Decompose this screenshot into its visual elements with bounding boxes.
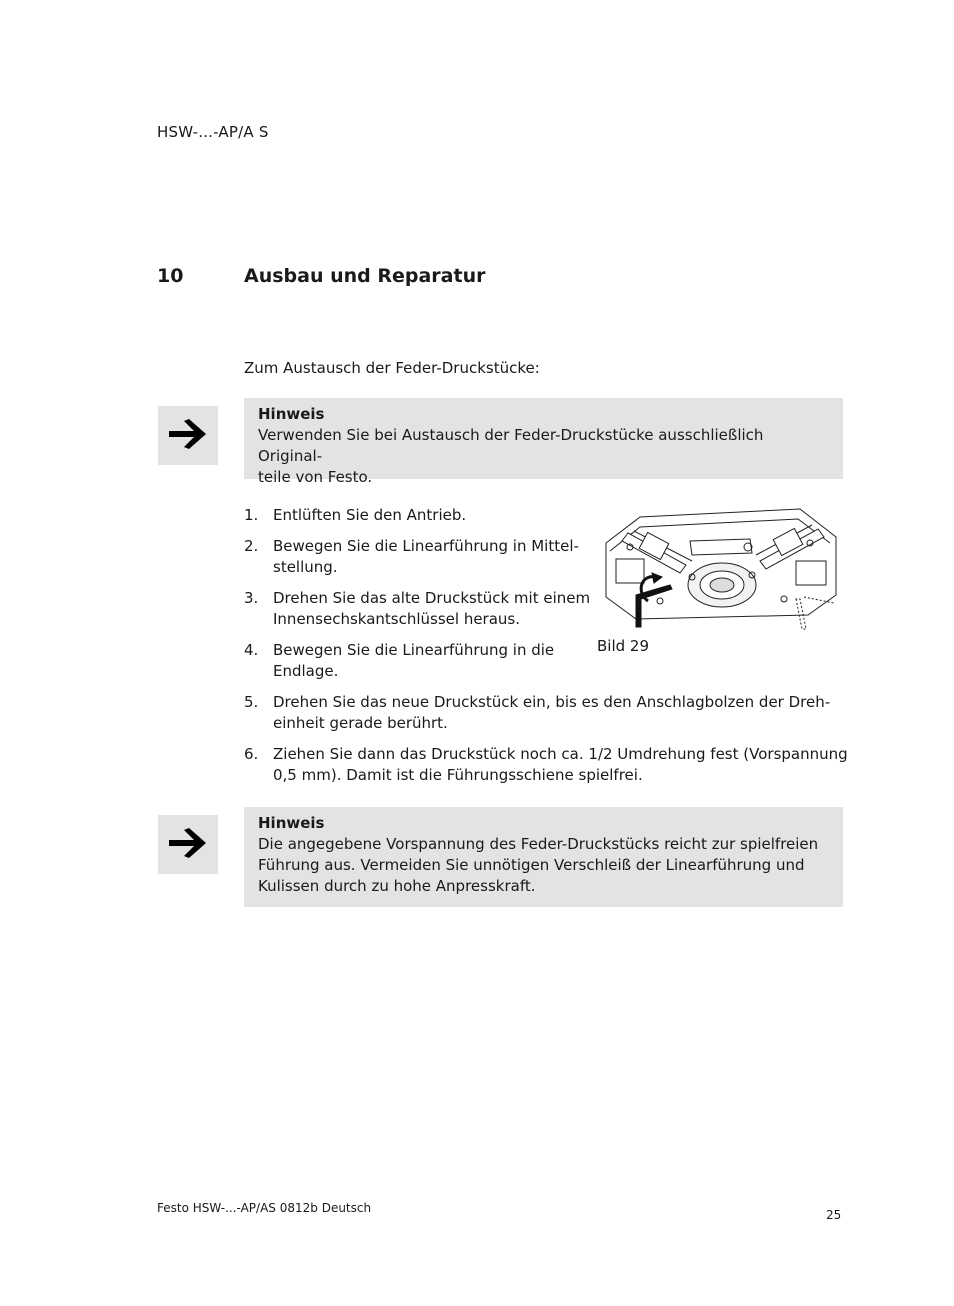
document-code: HSW-...-AP/A S	[157, 123, 269, 141]
step-number: 4.	[244, 641, 259, 659]
step-text: Innensechskantschlüssel heraus.	[273, 610, 521, 628]
step-text: Drehen Sie das neue Druckstück ein, bis es den Anschlagbolzen der Dreh-	[273, 693, 831, 711]
step-text: Ziehen Sie dann das Druckstück noch ca. 1/2 Umdrehung fest (Vorspannung	[273, 745, 848, 763]
list-item	[244, 640, 848, 682]
step-number: 3.	[244, 589, 259, 607]
section-number: 10	[157, 265, 184, 287]
note-title: Hinweis	[258, 405, 325, 423]
step-text: stellung.	[273, 558, 338, 576]
note-line: teile von Festo.	[258, 468, 373, 486]
note-box	[244, 807, 843, 907]
intro-text: Zum Austausch der Feder-Druckstücke:	[244, 359, 540, 377]
note-line: Kulissen durch zu hohe Anpresskraft.	[258, 877, 536, 895]
step-text: 0,5 mm). Damit ist die Führungsschiene spielfrei.	[273, 766, 643, 784]
list-item	[244, 692, 848, 734]
page-number: 25	[826, 1208, 842, 1222]
note-title: Hinweis	[258, 814, 325, 832]
list-item	[244, 744, 848, 786]
right-arrow-icon	[166, 826, 210, 864]
note-line: Führung aus. Vermeiden Sie unnötigen Verschleiß der Linearführung und	[258, 856, 805, 874]
figure-caption: Bild 29	[597, 637, 650, 655]
note-marker	[158, 406, 218, 465]
note-line: Verwenden Sie bei Austausch der Feder-Druckstücke ausschließlich Original-	[258, 426, 764, 465]
step-number: 2.	[244, 537, 259, 555]
step-text: Drehen Sie das alte Druckstück mit einem	[273, 589, 591, 607]
step-number: 1.	[244, 506, 259, 524]
step-text: Bewegen Sie die Linearführung in Mittel-	[273, 537, 579, 555]
note-line: Die angegebene Vorspannung des Feder-Druckstücks reicht zur spielfreien	[258, 835, 819, 853]
note-marker	[158, 815, 218, 874]
footer-document-info: Festo HSW-...-AP/AS 0812b Deutsch	[157, 1201, 372, 1215]
step-text: Bewegen Sie die Linearführung in die	[273, 641, 555, 659]
step-text: Entlüften Sie den Antrieb.	[273, 506, 467, 524]
step-text: Endlage.	[273, 662, 339, 680]
section-title: Ausbau und Reparatur	[244, 265, 486, 287]
step-number: 6.	[244, 745, 259, 763]
step-text: einheit gerade berührt.	[273, 714, 448, 732]
rotary-drive-illustration	[600, 503, 840, 633]
right-arrow-icon	[166, 417, 210, 455]
step-number: 5.	[244, 693, 259, 711]
note-box	[244, 398, 843, 486]
